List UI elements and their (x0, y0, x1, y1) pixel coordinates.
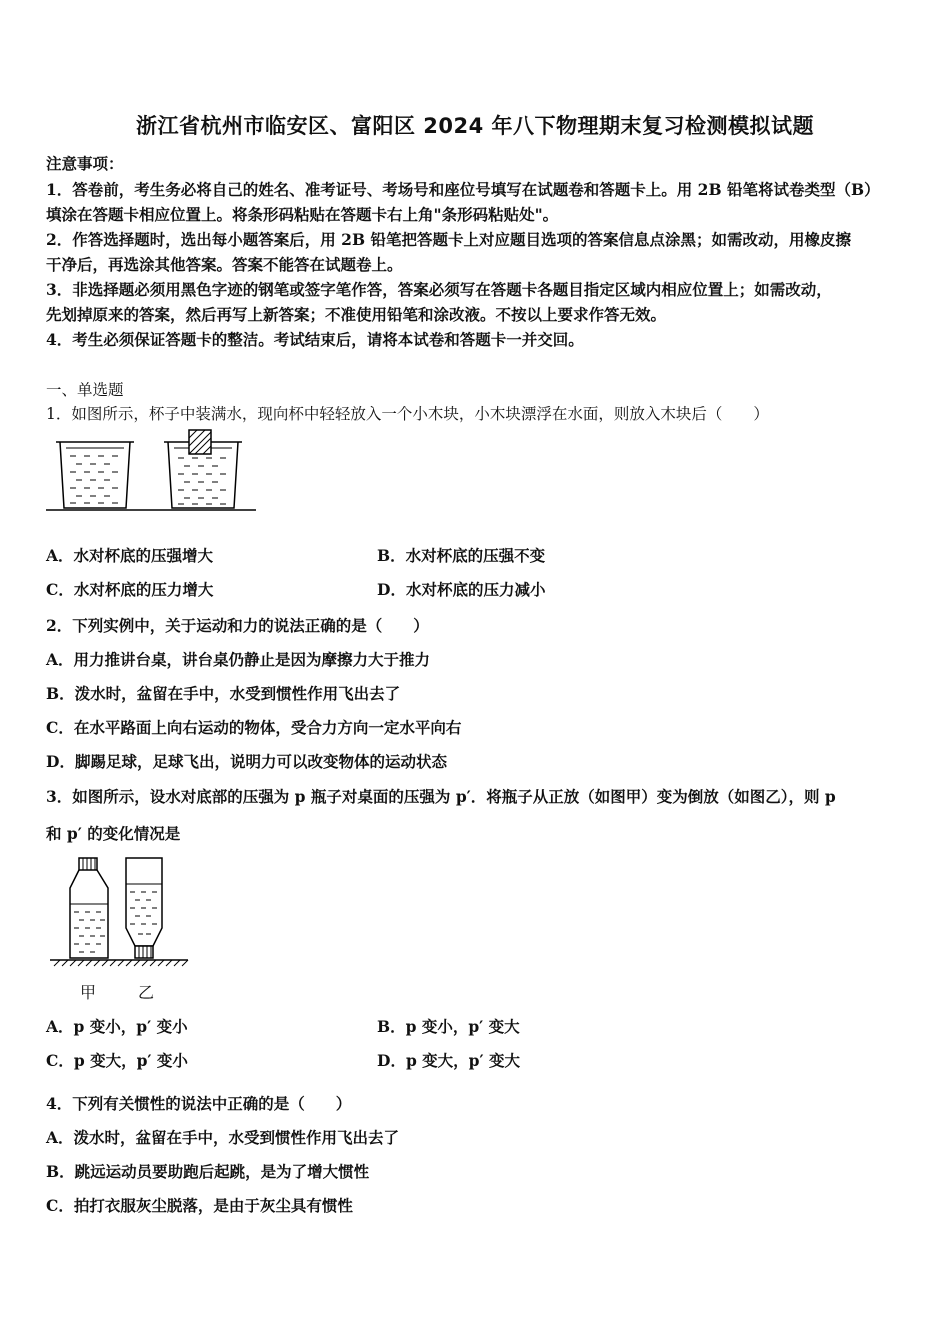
q2-option-c[interactable]: C．在水平路面上向右运动的物体，受合力方向一定水平向右 (46, 718, 462, 737)
q4-option-c[interactable]: C．拍打衣服灰尘脱落，是由于灰尘具有惯性 (46, 1196, 353, 1215)
q1-option-a[interactable]: A．水对杯底的压强增大 (46, 546, 214, 565)
q1-stem: 1．如图所示，杯子中装满水，现向杯中轻轻放入一个小木块，小木块漂浮在水面，则放入木块后（ ） (46, 405, 769, 423)
q3-option-c[interactable]: C．p 变大，p′ 变小 (46, 1051, 188, 1070)
notice-line: 先划掉原来的答案，然后再写上新答案；不准使用铅笔和涂改液。不按以上要求作答无效。 (46, 305, 667, 324)
q4-option-a[interactable]: A．泼水时，盆留在手中，水受到惯性作用飞出去了 (46, 1128, 400, 1147)
q3-option-a[interactable]: A．p 变小，p′ 变小 (46, 1017, 188, 1036)
q1-option-d[interactable]: D．水对杯底的压力减小 (377, 580, 546, 599)
notice-line: 1．答卷前，考生务必将自己的姓名、准考证号、考场号和座位号填写在试题卷和答题卡上。用 2B 铅笔将试卷类型（B） (46, 180, 880, 199)
q1-option-c[interactable]: C．水对杯底的压力增大 (46, 580, 214, 599)
q2-option-b[interactable]: B．泼水时，盆留在手中，水受到惯性作用飞出去了 (46, 684, 401, 703)
q2-option-a[interactable]: A．用力推讲台桌，讲台桌仍静止是因为摩擦力大于推力 (46, 650, 431, 669)
q3-option-d[interactable]: D．p 变大，p′ 变大 (377, 1051, 520, 1070)
notice-line: 2．作答选择题时，选出每小题答案后，用 2B 铅笔把答题卡上对应题目选项的答案信息点涂黑；如需改动，用橡皮擦 (46, 230, 851, 249)
section-heading: 一、单选题 (46, 381, 124, 399)
q1-option-b[interactable]: B．水对杯底的压强不变 (377, 546, 546, 565)
q1-cups-figure (46, 428, 258, 516)
q4-option-b[interactable]: B．跳远运动员要助跑后起跳，是为了增大惯性 (46, 1162, 370, 1181)
notice-heading: 注意事项： (46, 154, 124, 173)
notice-line: 填涂在答题卡相应位置上。将条形码粘贴在答题卡右上角"条形码粘贴处"。 (46, 205, 559, 224)
notice-line: 3．非选择题必须用黑色字迹的钢笔或签字笔作答，答案必须写在答题卡各题目指定区域内相应位置上；如需改动， (46, 280, 832, 299)
q2-option-d[interactable]: D．脚踢足球，足球飞出，说明力可以改变物体的运动状态 (46, 752, 447, 771)
figure-label-jia: 甲 (80, 983, 97, 1002)
q3-stem: 3．如图所示，设水对底部的压强为 p 瓶子对桌面的压强为 p′．将瓶子从正放（如图甲）变为倒放（如图乙），则 p (46, 787, 836, 806)
figure-label-yi: 乙 (138, 983, 155, 1002)
q2-stem: 2．下列实例中，关于运动和力的说法正确的是（ ） (46, 616, 429, 635)
q3-bottles-figure (48, 854, 192, 972)
notice-line: 干净后，再选涂其他答案。答案不能答在试题卷上。 (46, 255, 403, 274)
page-title: 浙江省杭州市临安区、富阳区 2024 年八下物理期末复习检测模拟试题 (135, 114, 815, 138)
q3-stem-continued: 和 p′ 的变化情况是 (46, 824, 181, 843)
q3-option-b[interactable]: B．p 变小，p′ 变大 (377, 1017, 520, 1036)
notice-line: 4．考生必须保证答题卡的整洁。考试结束后，请将本试卷和答题卡一并交回。 (46, 330, 584, 349)
q4-stem: 4．下列有关惯性的说法中正确的是（ ） (46, 1094, 352, 1113)
